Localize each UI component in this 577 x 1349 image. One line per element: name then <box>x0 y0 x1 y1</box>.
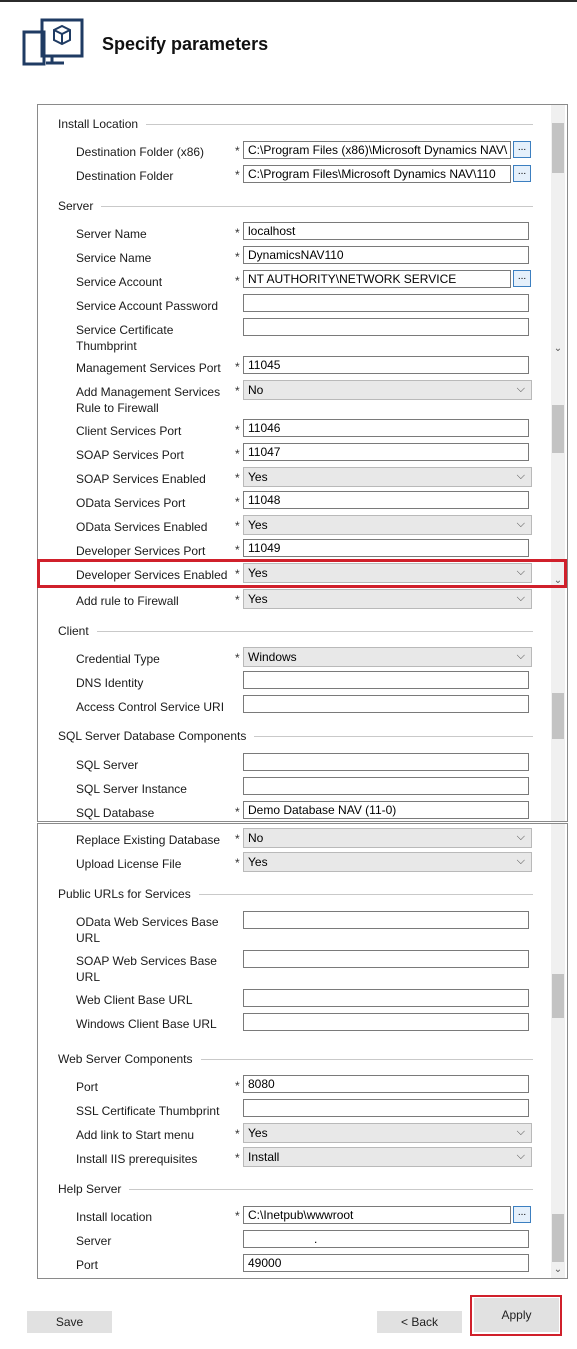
service-account-input[interactable]: NT AUTHORITY\NETWORK SERVICE <box>243 270 511 288</box>
soap-services-port-input[interactable]: 11047 <box>243 443 529 461</box>
required-mark: * <box>235 1151 240 1165</box>
section-sql-server: SQL Server Database Components <box>58 729 533 743</box>
web-port-label: Port <box>76 1080 99 1094</box>
service-name-label: Service Name <box>76 251 152 265</box>
chevron-down-icon: ⌵ <box>516 1150 525 1162</box>
chevron-down-icon: ⌵ <box>516 383 525 395</box>
sql-server-input[interactable] <box>243 753 529 771</box>
scroll-down-icon[interactable]: ⌄ <box>553 343 563 354</box>
scroll-down-icon[interactable]: ⌄ <box>553 1264 563 1275</box>
developer-services-port-label: Developer Services Port <box>76 544 206 558</box>
required-mark: * <box>235 651 240 665</box>
developer-services-enabled-dropdown[interactable]: Yes ⌵ <box>243 563 532 583</box>
destination-folder-input[interactable]: C:\Program Files\Microsoft Dynamics NAV\110 <box>243 165 511 183</box>
install-iis-prerequisites-label: Install IIS prerequisites <box>76 1152 198 1166</box>
service-account-password-input[interactable] <box>243 294 529 312</box>
required-mark: * <box>235 168 240 182</box>
chevron-down-icon: ⌵ <box>516 831 525 843</box>
web-port-input[interactable]: 8080 <box>243 1075 529 1093</box>
service-account-label: Service Account <box>76 275 163 289</box>
ssl-certificate-thumbprint-label: SSL Certificate Thumbprint <box>76 1104 220 1118</box>
required-mark: * <box>235 1209 240 1223</box>
required-mark: * <box>235 1079 240 1093</box>
help-install-location-label: Install location <box>76 1210 153 1224</box>
add-rule-to-firewall-dropdown[interactable]: Yes ⌵ <box>243 589 532 609</box>
required-mark: * <box>235 471 240 485</box>
required-mark: * <box>235 567 240 581</box>
chevron-down-icon: ⌵ <box>516 566 525 578</box>
scrollbar-thumb[interactable] <box>552 123 564 173</box>
help-port-label: Port <box>76 1258 99 1272</box>
windows-client-base-url-input[interactable] <box>243 1013 529 1031</box>
service-account-password-label: Service Account Password <box>76 299 219 313</box>
web-client-base-url-label: Web Client Base URL <box>76 993 193 1007</box>
section-public-urls: Public URLs for Services <box>58 887 533 901</box>
required-mark: * <box>235 805 240 819</box>
required-mark: * <box>235 832 240 846</box>
required-mark: * <box>235 519 240 533</box>
apply-button[interactable]: Apply <box>474 1298 559 1332</box>
parameters-panel-top[interactable] <box>37 104 568 822</box>
sql-server-instance-label: SQL Server Instance <box>76 782 187 796</box>
required-mark: * <box>235 1127 240 1141</box>
required-mark: * <box>235 250 240 264</box>
help-port-input[interactable]: 49000 <box>243 1254 529 1272</box>
soap-base-url-input[interactable] <box>243 950 529 968</box>
odata-services-enabled-label: OData Services Enabled <box>76 520 208 534</box>
client-services-port-label: Client Services Port <box>76 424 182 438</box>
credential-type-label: Credential Type <box>76 652 160 666</box>
required-mark: * <box>235 495 240 509</box>
section-client: Client <box>58 624 533 638</box>
browse-button[interactable]: ... <box>513 165 531 182</box>
soap-services-port-label: SOAP Services Port <box>76 448 184 462</box>
section-install-location: Install Location <box>58 117 533 131</box>
developer-services-highlight <box>37 559 567 588</box>
server-name-input[interactable]: localhost <box>243 222 529 240</box>
soap-services-enabled-label: SOAP Services Enabled <box>76 472 206 486</box>
dns-identity-label: DNS Identity <box>76 676 144 690</box>
destination-folder-x86-label: Destination Folder (x86) <box>76 145 205 159</box>
add-rule-to-firewall-label: Add rule to Firewall <box>76 594 179 608</box>
service-certificate-label: Service Certificate Thumbprint <box>76 323 174 353</box>
required-mark: * <box>235 423 240 437</box>
scrollbar-thumb[interactable] <box>552 405 564 453</box>
required-mark: * <box>235 360 240 374</box>
sql-server-label: SQL Server <box>76 758 139 772</box>
sql-server-instance-input[interactable] <box>243 777 529 795</box>
server-name-label: Server Name <box>76 227 147 241</box>
window-top-border <box>0 0 577 2</box>
scrollbar-thumb[interactable] <box>552 693 564 739</box>
add-management-rule-dropdown[interactable]: No ⌵ <box>243 380 532 400</box>
scrollbar-thumb[interactable] <box>552 1214 564 1262</box>
destination-folder-label: Destination Folder <box>76 169 174 183</box>
developer-services-enabled-label: Developer Services Enabled <box>76 568 228 582</box>
chevron-down-icon: ⌵ <box>516 855 525 867</box>
back-button[interactable]: < Back <box>377 1311 462 1333</box>
required-mark: * <box>235 447 240 461</box>
required-mark: * <box>235 274 240 288</box>
section-server: Server <box>58 199 533 213</box>
browse-button[interactable]: ... <box>513 141 531 158</box>
access-control-service-uri-input[interactable] <box>243 695 529 713</box>
chevron-down-icon: ⌵ <box>516 650 525 662</box>
odata-base-url-input[interactable] <box>243 911 529 929</box>
upload-license-file-label: Upload License File <box>76 857 182 871</box>
required-mark: * <box>235 856 240 870</box>
odata-services-port-label: OData Services Port <box>76 496 186 510</box>
web-client-base-url-input[interactable] <box>243 989 529 1007</box>
parameters-panel-bottom[interactable] <box>37 823 568 1279</box>
required-mark: * <box>235 543 240 557</box>
install-iis-prerequisites-dropdown[interactable]: Install ⌵ <box>243 1147 532 1167</box>
required-mark: * <box>235 144 240 158</box>
odata-base-url-label: OData Web Services Base URL <box>76 915 219 945</box>
required-mark: * <box>235 226 240 240</box>
add-link-start-menu-label: Add link to Start menu <box>76 1128 195 1142</box>
developer-services-port-input[interactable]: 11049 <box>243 539 529 557</box>
help-server-label: Server <box>76 1234 112 1248</box>
browse-button[interactable]: ... <box>513 1206 531 1223</box>
help-install-location-input[interactable]: C:\Inetpub\wwwroot <box>243 1206 511 1224</box>
soap-base-url-label: SOAP Web Services Base URL <box>76 954 217 984</box>
section-help-server: Help Server <box>58 1182 533 1196</box>
odata-services-port-input[interactable]: 11048 <box>243 491 529 509</box>
service-name-input[interactable]: DynamicsNAV110 <box>243 246 529 264</box>
soap-services-enabled-dropdown[interactable]: Yes ⌵ <box>243 467 532 487</box>
management-services-port-label: Management Services Port <box>76 361 221 375</box>
credential-type-dropdown[interactable]: Windows ⌵ <box>243 647 532 667</box>
ssl-certificate-thumbprint-input[interactable] <box>243 1099 529 1117</box>
management-services-port-input[interactable]: 11045 <box>243 356 529 374</box>
chevron-down-icon: ⌵ <box>516 592 525 604</box>
scrollbar[interactable] <box>551 824 565 1278</box>
windows-client-base-url-label: Windows Client Base URL <box>76 1017 217 1031</box>
replace-existing-database-dropdown[interactable]: No ⌵ <box>243 828 532 848</box>
scroll-down-icon[interactable]: ⌄ <box>553 575 563 586</box>
odata-services-enabled-dropdown[interactable]: Yes ⌵ <box>243 515 532 535</box>
service-certificate-thumbprint-input[interactable] <box>243 318 529 336</box>
page-title: Specify parameters <box>102 34 269 54</box>
save-button[interactable]: Save <box>27 1311 112 1333</box>
computer-package-icon <box>22 18 86 68</box>
replace-existing-database-label: Replace Existing Database <box>76 833 221 847</box>
help-server-input[interactable]: . <box>243 1230 529 1248</box>
required-mark: * <box>235 384 240 398</box>
client-services-port-input[interactable]: 11046 <box>243 419 529 437</box>
destination-folder-x86-input[interactable]: C:\Program Files (x86)\Microsoft Dynamics NAV\ <box>243 141 511 159</box>
chevron-down-icon: ⌵ <box>516 470 525 482</box>
upload-license-file-dropdown[interactable]: Yes ⌵ <box>243 852 532 872</box>
add-management-rule-label: Add Management Services Rule to Firewall <box>76 385 221 415</box>
apply-highlight <box>470 1295 562 1336</box>
chevron-down-icon: ⌵ <box>516 1126 525 1138</box>
sql-database-label: SQL Database <box>76 806 155 820</box>
dns-identity-input[interactable] <box>243 671 529 689</box>
required-mark: * <box>235 593 240 607</box>
section-web-server: Web Server Components <box>58 1052 533 1066</box>
access-control-service-uri-label: Access Control Service URI <box>76 700 225 714</box>
browse-button[interactable]: ... <box>513 270 531 287</box>
scrollbar[interactable] <box>551 105 565 821</box>
sql-database-input[interactable]: Demo Database NAV (11-0) <box>243 801 529 819</box>
scrollbar-thumb[interactable] <box>552 974 564 1018</box>
add-link-start-menu-dropdown[interactable]: Yes ⌵ <box>243 1123 532 1143</box>
chevron-down-icon: ⌵ <box>516 518 525 530</box>
